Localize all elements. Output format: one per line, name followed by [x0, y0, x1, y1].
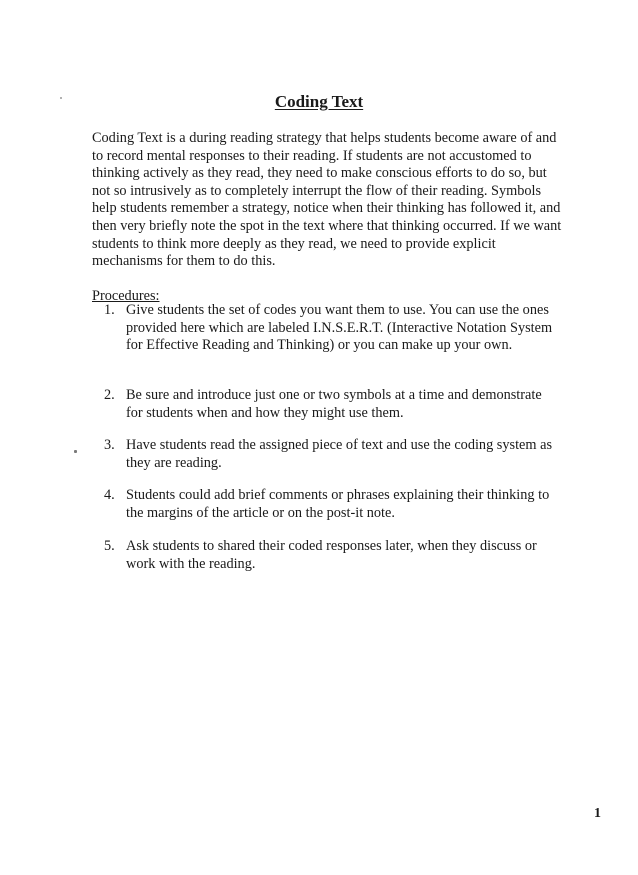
- intro-paragraph: Coding Text is a during reading strategy that helps students become aware of and to record mental responses to their reading. If students are not accustomed to thinking actively as they read, they need to make conscious efforts to do so, but not so intrusively as to completely interrupt the flow of their reading. Symbols help students remember a strategy, notice when their thinking has followed it, and then very briefly note the spot in the text where that thinking occurred. If we want students to think more deeply as they read, we need to provide explicit mechanisms for them to do this.: [92, 130, 562, 270]
- scan-speck: [74, 450, 77, 453]
- procedure-number: 4.: [104, 487, 115, 503]
- procedure-text: Be sure and introduce just one or two symbols at a time and demonstrate for students when and how they might use them.: [126, 387, 542, 421]
- page-title: Coding Text: [274, 92, 364, 111]
- procedure-text: Students could add brief comments or phrases explaining their thinking to the margins of the article or on the post-it note.: [126, 487, 550, 521]
- procedure-text: Give students the set of codes you want them to use. You can use the ones provided here which are labeled I.N.S.E.R.T. (Interactive Notation System for Effective Reading and Thinking) or you can make up your own.: [126, 302, 553, 354]
- procedure-text: Ask students to shared their coded responses later, when they discuss or work with the reading.: [126, 538, 537, 572]
- procedure-item: [104, 302, 560, 355]
- procedure-item: [104, 487, 560, 522]
- procedure-item: [104, 538, 560, 573]
- page-number: 1: [594, 806, 601, 821]
- procedure-number: 1.: [104, 302, 115, 318]
- procedures-heading: Procedures:: [92, 288, 160, 304]
- procedure-item: [104, 437, 560, 472]
- procedure-number: 3.: [104, 437, 115, 453]
- procedure-number: 2.: [104, 387, 115, 403]
- procedure-item: [104, 387, 560, 422]
- procedure-text: Have students read the assigned piece of text and use the coding system as they are reading.: [126, 437, 553, 471]
- procedure-number: 5.: [104, 538, 115, 554]
